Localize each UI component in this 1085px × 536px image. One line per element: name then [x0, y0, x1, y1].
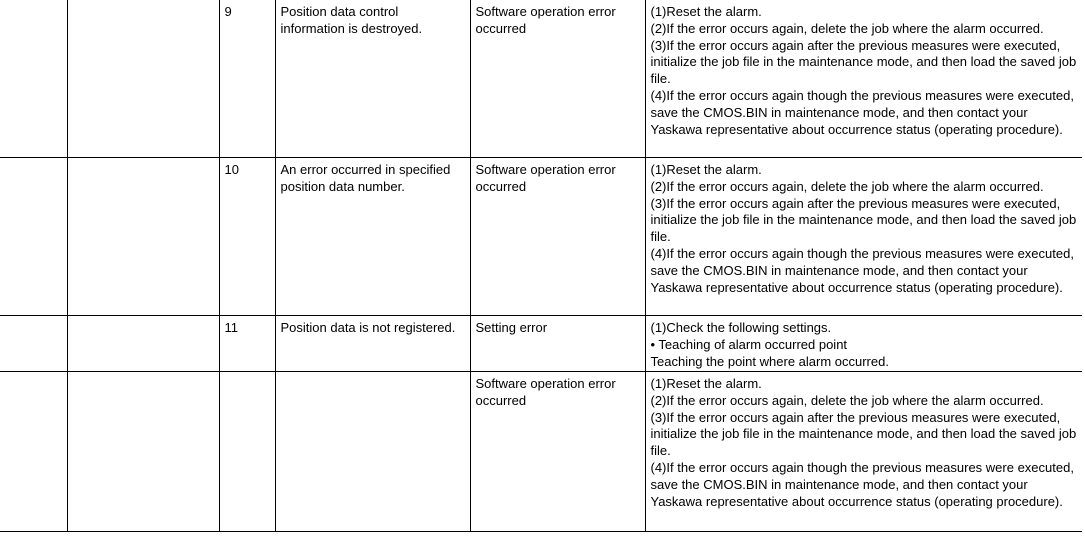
- meaning-cell: Position data control information is destroyed.: [275, 0, 470, 158]
- cause-cell: Setting error: [470, 316, 645, 372]
- table-row: [0, 316, 1082, 372]
- remedy-cell: (1)Reset the alarm. (2)If the error occurs again, delete the job where the alarm occurred. (3)If the error occurs again after the previous measures were executed, initialize the job file in the maintenance mode, and then load the saved job file. (4)If the error occurs again though the previous measures were executed, save the CMOS.BIN in maintenance mode, and then contact your Yaskawa representative about occurrence status (operating procedure).: [645, 158, 1082, 316]
- table-row: [0, 158, 1082, 316]
- cause-cell: Software operation error occurred: [470, 158, 645, 316]
- remedy-cell: (1)Check the following settings. • Teaching of alarm occurred point Teaching the point where alarm occurred.: [645, 316, 1082, 372]
- meaning-cell: An error occurred in specified position data number.: [275, 158, 470, 316]
- alarm-name-cell: [67, 158, 219, 316]
- sub-code-cell: 9: [219, 0, 275, 158]
- sub-code-cell: 10: [219, 158, 275, 316]
- alarm-name-cell: [67, 372, 219, 532]
- alarm-number-cell: [0, 372, 67, 532]
- alarm-name-cell: [67, 316, 219, 372]
- table-row: [0, 0, 1082, 158]
- remedy-cell: (1)Reset the alarm. (2)If the error occurs again, delete the job where the alarm occurred. (3)If the error occurs again after the previous measures were executed, initialize the job file in the maintenance mode, and then load the saved job file. (4)If the error occurs again though the previous measures were executed, save the CMOS.BIN in maintenance mode, and then contact your Yaskawa representative about occurrence status (operating procedure).: [645, 0, 1082, 158]
- remedy-cell: (1)Reset the alarm. (2)If the error occurs again, delete the job where the alarm occurred. (3)If the error occurs again after the previous measures were executed, initialize the job file in the maintenance mode, and then load the saved job file. (4)If the error occurs again though the previous measures were executed, save the CMOS.BIN in maintenance mode, and then contact your Yaskawa representative about occurrence status (operating procedure).: [645, 372, 1082, 532]
- sub-code-cell: [219, 372, 275, 532]
- alarm-number-cell: [0, 158, 67, 316]
- meaning-cell: Position data is not registered.: [275, 316, 470, 372]
- sub-code-cell: 11: [219, 316, 275, 372]
- meaning-cell: [275, 372, 470, 532]
- alarm-name-cell: [67, 0, 219, 158]
- table-row: [0, 372, 1082, 532]
- cause-cell: Software operation error occurred: [470, 0, 645, 158]
- alarm-number-cell: [0, 0, 67, 158]
- cause-cell: Software operation error occurred: [470, 372, 645, 532]
- alarm-number-cell: [0, 316, 67, 372]
